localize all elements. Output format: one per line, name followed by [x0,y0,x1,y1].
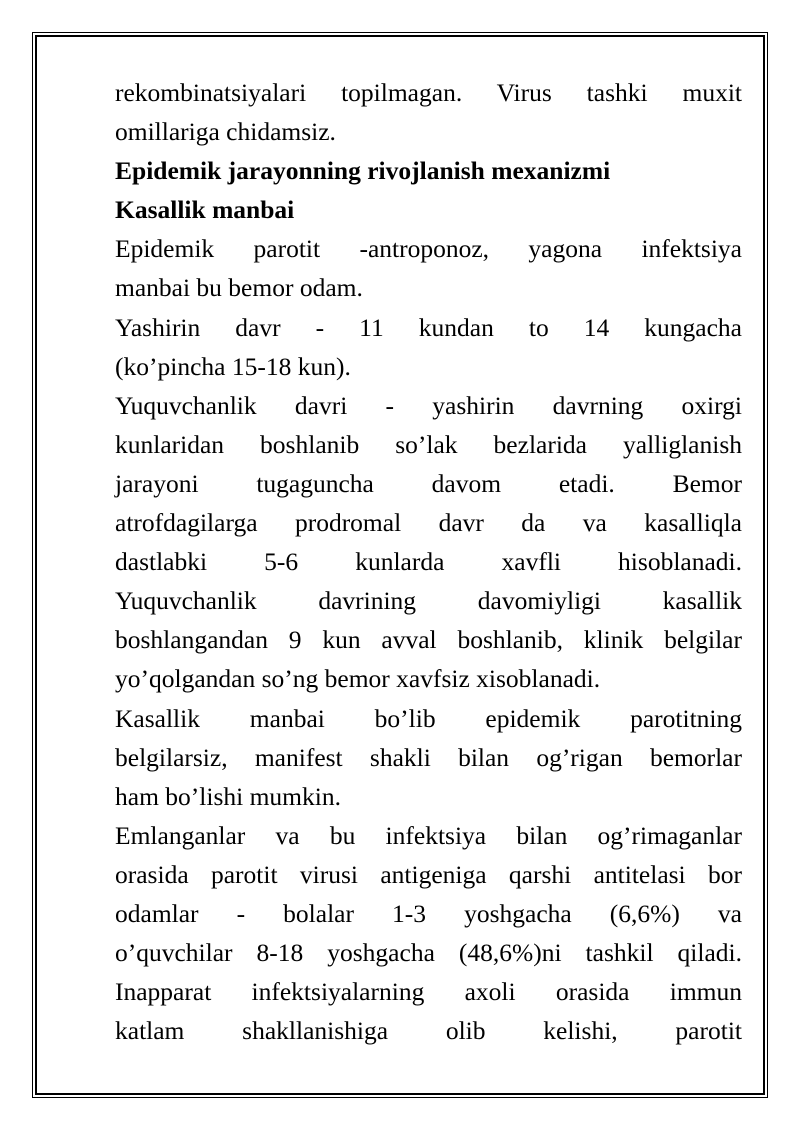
text-line: manbai bu bemor odam. [115,273,363,303]
section-heading: Epidemik jarayonning rivojlanish mexanizmi [115,156,611,186]
text-line: ham bo’lishi mumkin. [115,781,341,811]
text-line: Yuquvchanlik davri - yashirin davrning oxirgi [115,390,742,420]
text-line: Epidemik parotit -antroponoz, yagona infektsiya [115,234,742,264]
text-line: belgilarsiz, manifest shakli bilan og’rigan bemorlar [115,742,742,772]
document-body [115,73,742,1050]
text-line: yo’qolgandan so’ng bemor xavfsiz xisoblanadi. [115,664,601,694]
text-line: Kasallik manbai bo’lib epidemik parotitning [115,703,742,733]
subsection-heading: Kasallik manbai [115,195,295,225]
text-line: Inapparat infektsiyalarning axoli orasida immun [115,977,742,1007]
text-line: o’quvchilar 8-18 yoshgacha (48,6%)ni tashkil qiladi. [115,938,742,968]
text-line: atrofdagilarga prodromal davr da va kasalliqla [115,508,742,538]
text-line: kunlaridan boshlanib so’lak bezlarida yalliglanish [115,429,742,459]
text-line: rekombinatsiyalari topilmagan. Virus tashki muxit [115,78,742,107]
text-line: Emlanganlar va bu infektsiya bilan og’rimaganlar [115,820,742,850]
text-line: Yashirin davr - 11 kundan to 14 kungacha [115,312,742,342]
text-line: omillariga chidamsiz. [115,117,336,147]
text-line: orasida parotit virusi antigeniga qarshi antitelasi bor [115,859,742,889]
text-line: boshlangandan 9 kun avval boshlanib, klinik belgilar [115,625,742,655]
text-line: odamlar - bolalar 1-3 yoshgacha (6,6%) va [115,898,742,928]
text-line: (ko’pincha 15-18 kun). [115,351,351,381]
text-line: jarayoni tugaguncha davom etadi. Bemor [115,468,742,498]
text-line: dastlabki 5-6 kunlarda xavfli hisoblanadi. [115,547,742,577]
text-line: katlam shakllanishiga olib kelishi, parotit [115,1016,742,1046]
text-line: Yuquvchanlik davrining davomiyligi kasallik [115,586,742,616]
